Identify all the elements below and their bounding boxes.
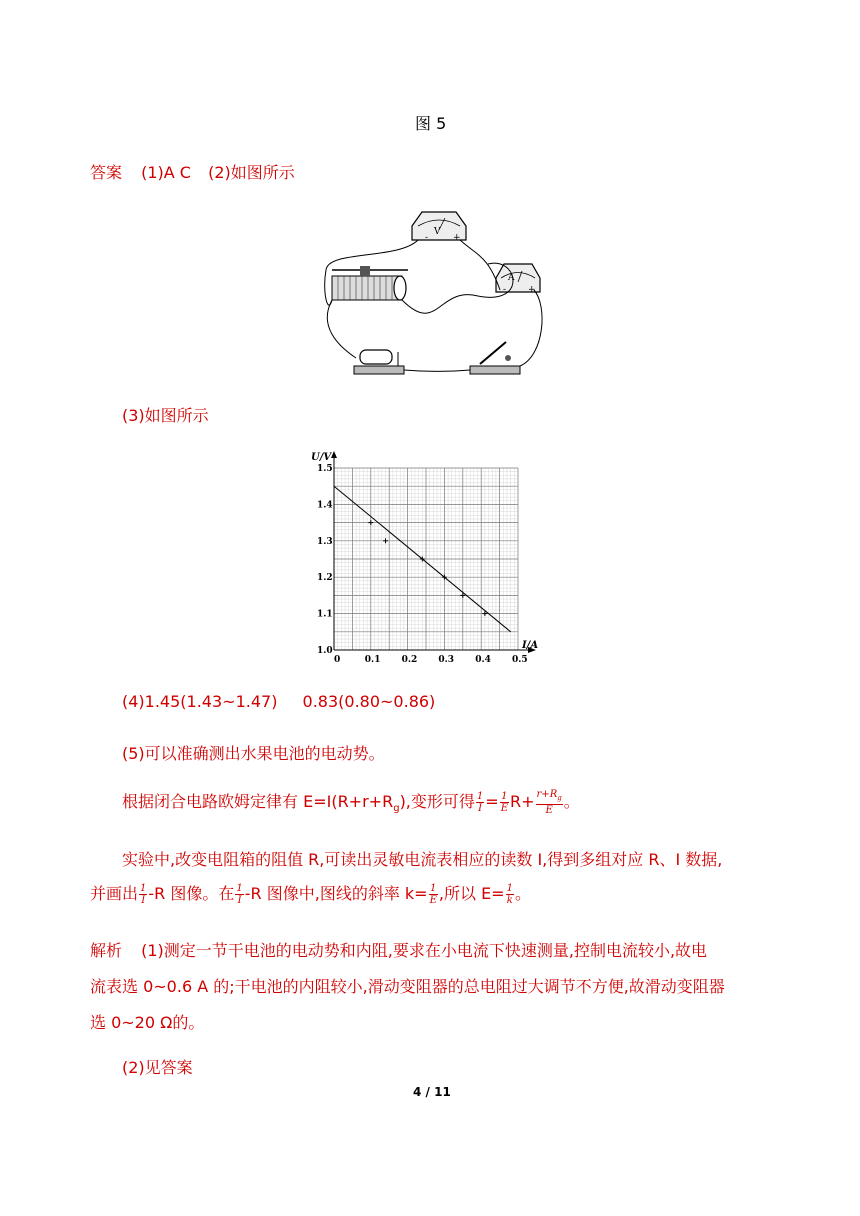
- frac-exp-4: $\frac{1}{k}$: [506, 883, 513, 906]
- experiment-line-1: 实验中,改变电阻箱的阻值 R,可读出灵敏电流表相应的读数 I,得到多组对应 R、I 数据,: [122, 850, 723, 869]
- answer-law-line: [122, 782, 580, 822]
- exp-text-end: 。: [514, 884, 531, 903]
- ammeter-minus: -: [503, 285, 507, 295]
- frac-exp-2: $\frac{1}{I}$: [236, 883, 243, 906]
- law-eq: =: [485, 792, 499, 811]
- voltmeter-icon: [412, 212, 466, 243]
- analysis-heading: 解析: [90, 941, 123, 960]
- y-tick-label: 1.1: [317, 609, 333, 620]
- frac-rrg-over-e: $\frac{r+R_g}{E}$: [536, 789, 562, 816]
- exp-text-a: 并画出: [90, 884, 139, 903]
- answer-part2: (2)如图所示: [208, 163, 295, 182]
- chart-points: [368, 520, 487, 616]
- voltmeter-minus: -: [425, 233, 429, 243]
- y-tick-label: 1.3: [317, 536, 333, 547]
- page-number: 4 / 11: [413, 1085, 451, 1099]
- data-point: [368, 520, 373, 525]
- data-point: [383, 538, 388, 543]
- ammeter-icon: [496, 264, 540, 295]
- voltmeter-plus: +: [453, 233, 461, 243]
- x-tick-label: 0.4: [475, 655, 491, 665]
- law-end: 。: [563, 792, 580, 811]
- law-r-plus: R+: [510, 792, 535, 811]
- analysis-line-2: 流表选 0~0.6 A 的;干电池的内阻较小,滑动变阻器的总电阻过大调节不方便,故滑动变阻器: [90, 977, 725, 996]
- y-axis-arrow: [331, 451, 337, 458]
- frac-exp-1: $\frac{1}{I}$: [140, 883, 147, 906]
- x-tick-label: 0.2: [401, 655, 418, 665]
- ammeter-plus: +: [528, 285, 536, 295]
- circuit-diagram: [318, 196, 550, 380]
- y-tick-label: 1.0: [317, 646, 333, 656]
- chart-major-grid: [334, 468, 518, 650]
- ammeter-label: A: [508, 273, 515, 283]
- answer-part4-resistance: 0.83(0.80~0.86): [302, 692, 436, 711]
- law-mid: ),变形可得: [399, 792, 475, 811]
- chart-x-ticks: [334, 655, 528, 665]
- frac-exp-3: $\frac{1}{E}$: [429, 883, 437, 906]
- analysis-line-3: 选 0~20 Ω的。: [90, 1013, 205, 1032]
- answer-part4: [122, 692, 435, 711]
- answer-part3: (3)如图所示: [122, 406, 209, 425]
- rheostat-icon: [332, 266, 408, 300]
- chart-ylabel: U/V: [311, 452, 332, 463]
- figure-caption: 图 5: [415, 114, 447, 133]
- x-tick-label: 0.5: [512, 655, 528, 665]
- law-prefix: 根据闭合电路欧姆定律有 E=I(R+r+R: [122, 792, 394, 811]
- answer-line-1: [90, 160, 295, 183]
- law-sub: g: [393, 803, 400, 815]
- x-tick-label: 0.1: [364, 655, 381, 665]
- u-i-chart: [296, 446, 546, 668]
- frac-one-over-e: $\frac{1}{E}$: [500, 791, 508, 814]
- x-tick-label: 0.3: [438, 655, 455, 665]
- exp-text-d: ,所以 E=: [438, 884, 505, 903]
- answer-part1: (1)A C: [141, 163, 191, 182]
- y-tick-label: 1.4: [317, 500, 333, 511]
- analysis-line-1: [90, 938, 707, 961]
- answer-part5: (5)可以准确测出水果电池的电动势。: [122, 744, 385, 763]
- switch-icon: [470, 342, 520, 374]
- answer-heading: 答案: [90, 163, 123, 182]
- x-tick-label: 0: [334, 655, 341, 665]
- analysis-text-1: (1)测定一节干电池的电动势和内阻,要求在小电流下快速测量,控制电流较小,故电: [141, 941, 708, 960]
- circuit-wires: [325, 240, 542, 372]
- answer-part4-emf: (4)1.45(1.43~1.47): [122, 692, 278, 711]
- exp-text-b: -R 图像。在: [148, 884, 235, 903]
- chart-xlabel: I/A: [522, 640, 539, 651]
- frac-one-over-i: $\frac{1}{I}$: [476, 791, 484, 814]
- voltmeter-label: V: [434, 227, 441, 237]
- exp-text-c: -R 图像中,图线的斜率 k=: [244, 884, 428, 903]
- chart-y-ticks: [317, 464, 333, 656]
- experiment-line-2: [90, 874, 531, 914]
- y-tick-label: 1.5: [317, 464, 333, 474]
- y-tick-label: 1.2: [317, 573, 333, 584]
- analysis-part2: (2)见答案: [122, 1058, 193, 1077]
- battery-icon: [354, 350, 404, 374]
